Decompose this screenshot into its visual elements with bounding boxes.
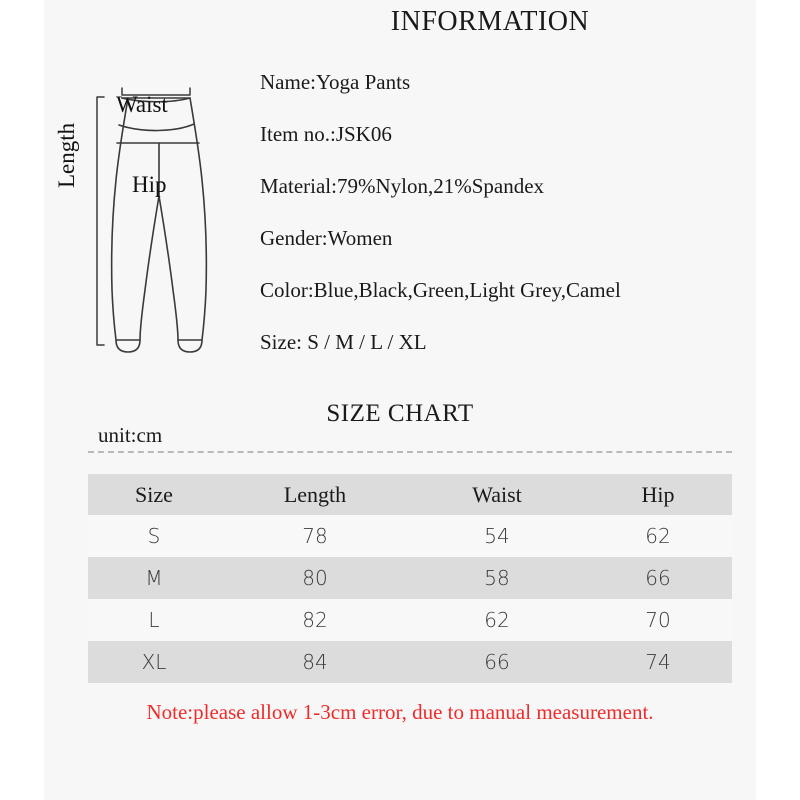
- cell-waist: 62: [410, 599, 584, 641]
- column-header-size: Size: [88, 474, 220, 515]
- table-row: [88, 557, 732, 599]
- info-line-name: Name:Yoga Pants: [260, 70, 411, 94]
- table-header-row: [88, 474, 732, 515]
- table-row: [88, 515, 732, 557]
- info-line-item-no: Item no.:JSK06: [260, 122, 392, 146]
- diagram-label-hip: Hip: [132, 172, 167, 197]
- size-chart-table: [88, 474, 732, 683]
- table-row: [88, 599, 732, 641]
- column-header-hip: Hip: [584, 474, 732, 515]
- info-line-gender: Gender:Women: [260, 226, 393, 250]
- size-chart-unit-label: unit:cm: [98, 423, 163, 447]
- diagram-label-waist: Waist: [116, 92, 168, 117]
- diagram-label-length: Length: [54, 122, 79, 188]
- cell-waist: 54: [410, 515, 584, 557]
- cell-length: 80: [220, 557, 410, 599]
- cell-length: 78: [220, 515, 410, 557]
- cell-hip: 70: [584, 599, 732, 641]
- column-header-length: Length: [220, 474, 410, 515]
- size-chart-title: SIZE CHART: [326, 400, 474, 427]
- info-line-color: Color:Blue,Black,Green,Light Grey,Camel: [260, 278, 621, 302]
- cell-size: L: [88, 599, 220, 641]
- cell-waist: 66: [410, 641, 584, 683]
- information-title: INFORMATION: [390, 6, 590, 37]
- dashed-divider: [88, 451, 732, 453]
- cell-size: S: [88, 515, 220, 557]
- cell-size: XL: [88, 641, 220, 683]
- cell-length: 84: [220, 641, 410, 683]
- yoga-pants-measurement-diagram: [54, 40, 260, 370]
- column-header-waist: Waist: [410, 474, 584, 515]
- cell-hip: 66: [584, 557, 732, 599]
- info-line-material: Material:79%Nylon,21%Spandex: [260, 174, 545, 198]
- cell-length: 82: [220, 599, 410, 641]
- information-list: [260, 56, 760, 368]
- cell-waist: 58: [410, 557, 584, 599]
- measurement-note: Note:please allow 1-3cm error, due to manual measurement.: [146, 700, 654, 724]
- pants-outline-icon: [60, 40, 260, 370]
- cell-hip: 62: [584, 515, 732, 557]
- info-line-size: Size: S / M / L / XL: [260, 330, 427, 354]
- table-row: [88, 641, 732, 683]
- cell-hip: 74: [584, 641, 732, 683]
- cell-size: M: [88, 557, 220, 599]
